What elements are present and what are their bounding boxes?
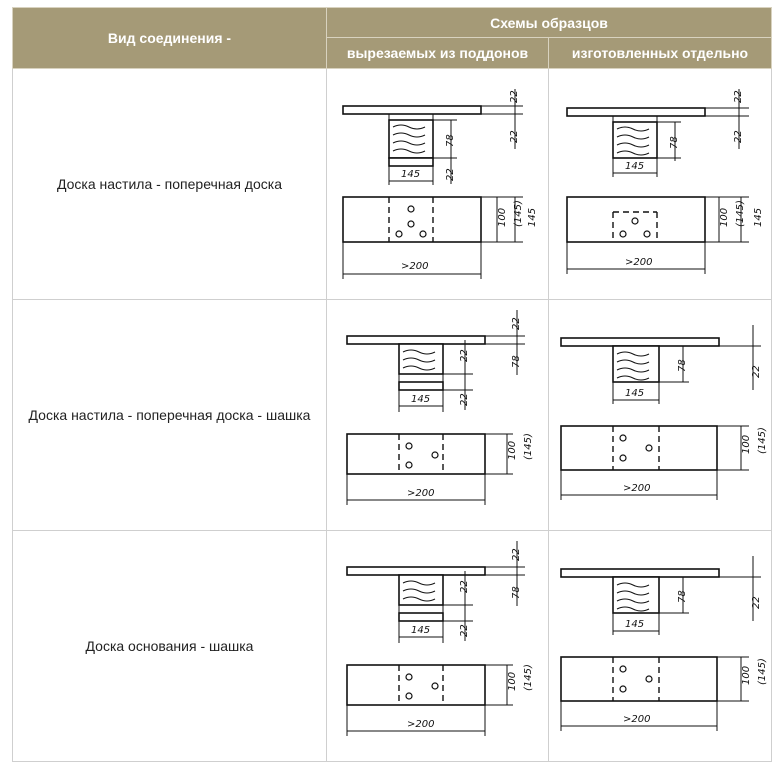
scheme-cut-row2 <box>327 300 549 531</box>
dimension-label: (145) <box>523 433 534 460</box>
dimension-label: 100 <box>497 207 508 227</box>
dimension-label: 22 <box>511 317 522 330</box>
dimension-label: 22 <box>733 130 744 143</box>
dimension-label: 22 <box>459 349 470 362</box>
diagram-sep-deck-cross-block <box>549 300 772 530</box>
dimension-label: 22 <box>459 580 470 593</box>
dimension-label: 78 <box>511 586 522 599</box>
dimension-label: 22 <box>509 130 520 143</box>
header-made-separately: изготовленных отдельно <box>549 38 772 69</box>
dimension-label: 145 <box>625 388 645 399</box>
dimension-label: 100 <box>719 207 730 227</box>
diagram-sep-base-block <box>549 531 772 761</box>
dimension-label: 22 <box>459 624 470 637</box>
diagram-sep-deck-cross <box>549 69 772 299</box>
dimension-label: 145 <box>625 161 645 172</box>
dimension-label: 100 <box>741 665 752 685</box>
header-cut-from-pallets: вырезаемых из поддонов <box>327 38 549 69</box>
scheme-cut-row1 <box>327 69 549 300</box>
row-label-2: Доска настила - поперечная доска - шашка <box>13 300 327 531</box>
dimension-label: 145 <box>401 169 421 180</box>
dimension-label: 145 <box>411 394 431 405</box>
diagram-cut-deck-cross-block <box>327 300 549 530</box>
scheme-sep-row3 <box>549 531 772 762</box>
specimen-table <box>12 7 772 762</box>
dimension-label: 100 <box>507 440 518 460</box>
diagram-cut-base-block <box>327 531 549 761</box>
dimension-label: >200 <box>401 261 429 272</box>
dimension-label: 22 <box>751 596 762 609</box>
dimension-label: 78 <box>511 355 522 368</box>
dimension-label: 22 <box>445 168 456 181</box>
scheme-sep-row2 <box>549 300 772 531</box>
dimension-label: 100 <box>741 434 752 454</box>
diagram-cut-deck-cross <box>327 69 549 299</box>
dimension-label: (145) <box>735 200 746 227</box>
dimension-label: 145 <box>527 207 538 227</box>
scheme-cut-row3 <box>327 531 549 762</box>
dimension-label: 78 <box>677 359 688 372</box>
dimension-label: (145) <box>757 658 768 685</box>
dimension-label: (145) <box>757 427 768 454</box>
scheme-sep-row1 <box>549 69 772 300</box>
dimension-label: 145 <box>625 619 645 630</box>
header-joint-type: Вид соединения - <box>13 8 327 69</box>
dimension-label: (145) <box>513 200 524 227</box>
dimension-label: >200 <box>625 257 653 268</box>
dimension-label: 100 <box>507 671 518 691</box>
dimension-label: 78 <box>445 134 456 147</box>
row-label-1: Доска настила - поперечная доска <box>13 69 327 300</box>
dimension-label: 22 <box>459 393 470 406</box>
dimension-label: 145 <box>411 625 431 636</box>
dimension-label: 22 <box>511 548 522 561</box>
dimension-label: >200 <box>407 719 435 730</box>
dimension-label: 22 <box>733 90 744 103</box>
dimension-label: 22 <box>509 90 520 103</box>
dimension-label: >200 <box>407 488 435 499</box>
row-label-3: Доска основания - шашка <box>13 531 327 762</box>
dimension-label: 78 <box>677 590 688 603</box>
header-specimen-schemes: Схемы образцов <box>327 8 772 38</box>
dimension-label: >200 <box>623 483 651 494</box>
dimension-label: 145 <box>753 207 764 227</box>
dimension-label: 22 <box>751 365 762 378</box>
dimension-label: >200 <box>623 714 651 725</box>
dimension-label: 78 <box>669 136 680 149</box>
dimension-label: (145) <box>523 664 534 691</box>
